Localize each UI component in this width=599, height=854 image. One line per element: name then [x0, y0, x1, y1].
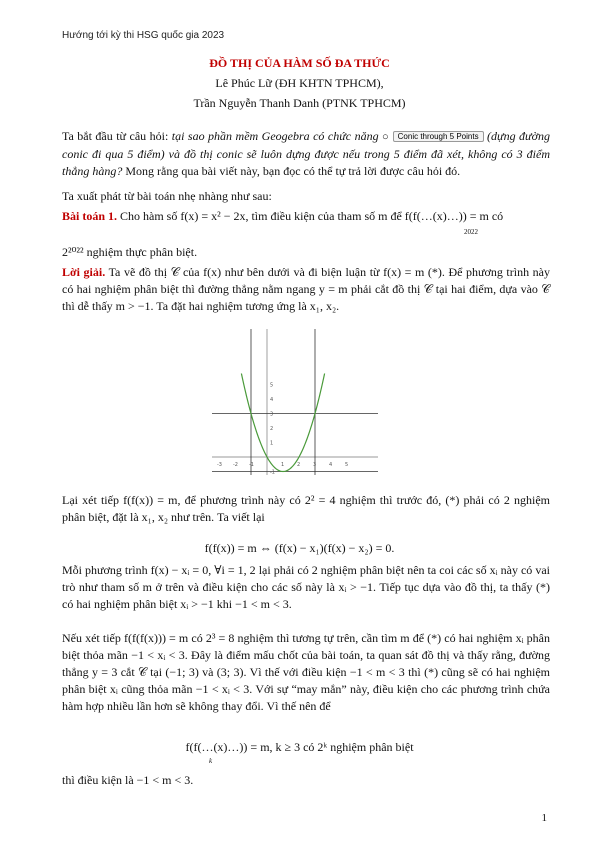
x-tick-label: -3	[217, 462, 222, 468]
x-tick-label: -2	[233, 462, 238, 468]
paragraph-4: Nếu xét tiếp f(f(f(x))) = m có 2³ = 8 nghiệm thì tương tự trên, cần tìm m để (*) có hai nghiệm xᵢ phân biệt thỏa mãn −1 < xᵢ < 3. Đây là điểm mấu chốt của bài toán, ta quan sát đồ thị và thấy rằng, đường thẳng y = 3 cắt 𝒞 tại (−1; 3) và (3; 3). Vì thế với điều kiện −1 < m < 3 thì (*) cũng sẽ có hai nghiệm phân biệt xᵢ cũng thỏa mãn −1 < xᵢ < 3. Với sự “may mắn” này, điều kiện cho các phương trình chứa hàm hợp nhiều lần hơn sẽ không thay đổi. Vì thế nên để	[62, 631, 550, 713]
y-tick-label: -1	[270, 469, 275, 476]
paper-title: ĐỒ THỊ CỦA HÀM SỐ ĐA THỨC	[209, 56, 390, 70]
paragraph-2: Lại xét tiếp f(f(x)) = m, để phương trình này có 2² = 4 nghiệm thì trước đó, (*) phải có 2 nghiệm phân biệt, đặt là x₁, x₂ như trên. Ta viết lại	[62, 493, 550, 524]
conic-tool-button: Conic through 5 Points	[393, 131, 484, 142]
x-tick-label: 1	[281, 462, 285, 468]
equation-2: f(f(…(x)…)) = m, k ≥ 3 có 2ᵏ nghiệm phân biệt	[185, 740, 414, 754]
problem-line-2: 2²⁰²² nghiệm thực phân biệt.	[62, 245, 198, 259]
y-tick-label: 1	[270, 440, 274, 447]
paragraph-3: Mỗi phương trình f(x) − xᵢ = 0, ∀i = 1, 2 lại phải có 2 nghiệm phân biệt nên ta coi các số xᵢ này có vai trò như tham số m ở trên và điều kiện cho các số này là xᵢ > −1. Tiếp tục dựa vào đồ thị, ta thấy (*) có hai nghiệm phân biệt xᵢ > −1 khi −1 < m < 3.	[62, 563, 550, 611]
y-tick-label: 3	[270, 411, 274, 418]
solution-text: Ta vẽ đồ thị 𝒞 của f(x) như bên dưới và đi biện luận từ f(x) = m (*). Để phương trình này có hai nghiệm phân biệt thì đường thẳng nằm ngang y = m phải cắt đồ thị 𝒞 tại hai điểm, dựa vào 𝒞 thì dễ thấy m > −1. Ta đặt hai nghiệm tương ứng là x₁, x₂.	[62, 265, 550, 313]
conic-tool-icon: ○	[382, 131, 390, 143]
paragraph-5: thì điều kiện là −1 < m < 3.	[62, 773, 194, 787]
equation-2-underbrace-label: k	[209, 757, 213, 765]
page-number: 1	[541, 812, 547, 824]
solution-paragraph	[62, 264, 550, 315]
problem-label: Bài toán 1.	[62, 209, 118, 223]
equation-1: f(f(x)) = m ⇔ (f(x) − x₁)(f(x) − x₂) = 0.	[204, 541, 395, 555]
x-tick-label: 2	[297, 462, 301, 468]
running-header: Hướng tới kỳ thi HSG quốc gia 2023	[62, 30, 225, 41]
y-tick-label: 2	[270, 426, 274, 432]
intro-paragraph	[62, 128, 550, 180]
x-tick-label: 3	[313, 462, 317, 468]
parabola-graph	[210, 327, 380, 477]
intro-d: Mong rằng qua bài viết này, bạn đọc có thể tự trả lời được câu hỏi đó.	[122, 164, 461, 178]
intro-c: (dựng đường conic đi qua 5 điểm) và đồ thị conic sẽ luôn dựng được nếu trong 5 điểm đã xét, không có 3 điểm thẳng hàng?	[62, 129, 551, 178]
intro-a: Ta bắt đầu từ câu hỏi:	[62, 129, 172, 143]
x-tick-label: 4	[329, 462, 333, 468]
x-tick-label: -1	[249, 462, 254, 468]
problem-text: Cho hàm số f(x) = x² − 2x, tìm điều kiện của tham số m để f(f(…(x)…)) = m có	[117, 209, 504, 223]
problem-underbrace-label: 2022	[464, 228, 478, 236]
author-2: Trần Nguyễn Thanh Danh (PTNK TPHCM)	[193, 96, 406, 110]
y-tick-label: 5	[270, 382, 274, 389]
solution-label: Lời giải.	[62, 265, 106, 279]
x-tick-label: 5	[345, 462, 349, 468]
intro-2: Ta xuất phát từ bài toán nhẹ nhàng như sau:	[62, 189, 272, 203]
author-1: Lê Phúc Lữ (ĐH KHTN TPHCM),	[215, 76, 384, 90]
intro-b: tại sao phần mềm Geogebra có chức năng	[171, 129, 379, 143]
problem-statement	[62, 208, 550, 225]
y-tick-label: 4	[270, 397, 274, 403]
